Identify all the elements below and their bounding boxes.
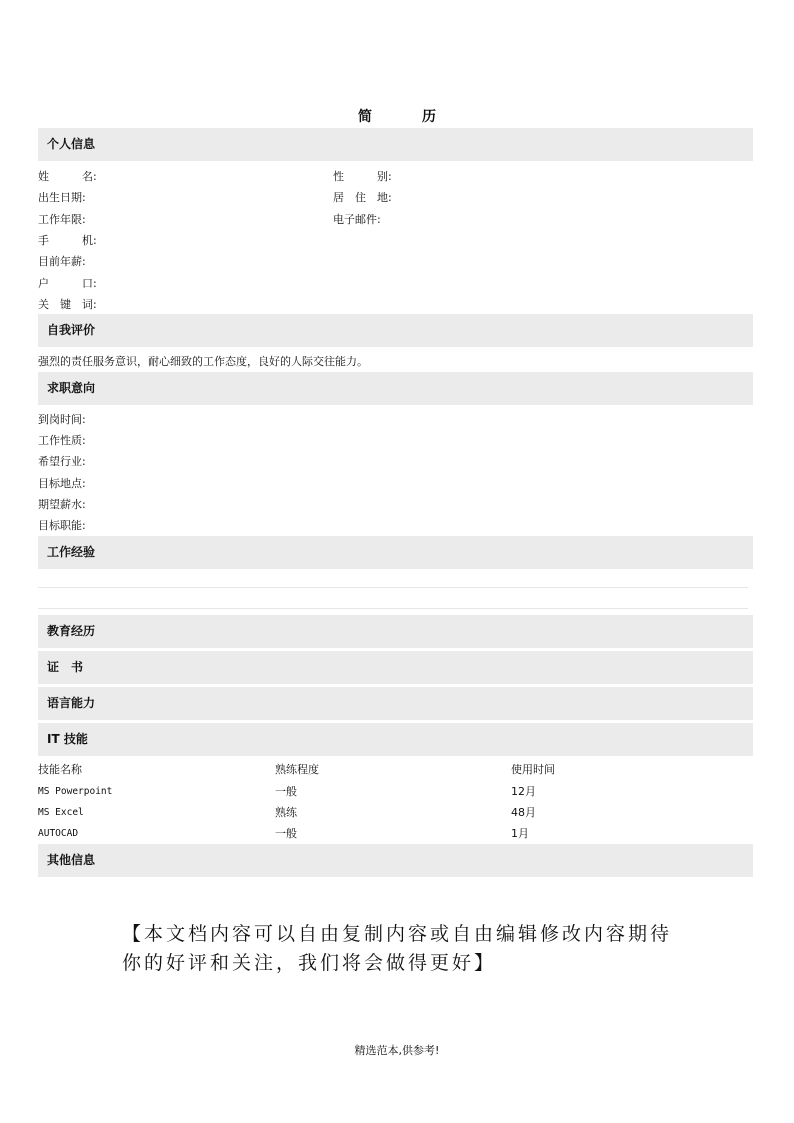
- table-header-level: 熟练程度: [275, 763, 319, 776]
- intent-arrival-label: 到岗时间:: [38, 413, 86, 426]
- section-header-other: 其他信息: [38, 844, 753, 877]
- divider: [38, 587, 748, 588]
- field-phone-label: 手 机:: [38, 234, 97, 247]
- intent-function-label: 目标职能:: [38, 519, 86, 532]
- field-birth-label: 出生日期:: [38, 191, 86, 204]
- table-cell-skill: MS Powerpoint: [38, 786, 113, 797]
- page-footer: 精选范本,供参考!: [354, 1044, 440, 1057]
- field-years-label: 工作年限:: [38, 213, 86, 226]
- field-residence-label: 居 住 地:: [333, 191, 392, 204]
- intent-industry-label: 希望行业:: [38, 455, 86, 468]
- section-header-self-eval: 自我评价: [38, 314, 753, 347]
- table-cell-duration: 12月: [511, 785, 536, 798]
- table-cell-level: 一般: [275, 827, 297, 840]
- intent-location-label: 目标地点:: [38, 477, 86, 490]
- table-cell-skill: MS Excel: [38, 807, 84, 818]
- table-header-skill: 技能名称: [38, 763, 82, 776]
- notice-line-1: 【本文档内容可以自由复制内容或自由编辑修改内容期待: [122, 923, 673, 945]
- table-header-duration: 使用时间: [511, 763, 555, 776]
- section-header-personal: 个人信息: [38, 128, 753, 161]
- self-eval-text: 强烈的责任服务意识，耐心细致的工作态度，良好的人际交往能力。: [38, 355, 368, 368]
- section-header-it: IT 技能: [38, 723, 753, 756]
- section-header-cert: 证 书: [38, 651, 753, 684]
- section-header-language: 语言能力: [38, 687, 753, 720]
- divider: [38, 608, 748, 609]
- intent-nature-label: 工作性质:: [38, 434, 86, 447]
- table-cell-skill: AUTOCAD: [38, 828, 79, 839]
- field-hukou-label: 户 口:: [38, 277, 97, 290]
- field-gender-label: 性 别:: [333, 170, 392, 183]
- field-salary-label: 目前年薪:: [38, 255, 86, 268]
- table-cell-level: 一般: [275, 785, 297, 798]
- notice-line-2: 你的好评和关注，我们将会做得更好】: [122, 952, 497, 974]
- table-cell-duration: 1月: [511, 827, 529, 840]
- intent-pay-label: 期望薪水:: [38, 498, 86, 511]
- field-email-label: 电子邮件:: [333, 213, 381, 226]
- section-header-intent: 求职意向: [38, 372, 753, 405]
- field-keywords-label: 关 键 词:: [38, 298, 97, 311]
- table-cell-duration: 48月: [511, 806, 536, 819]
- section-header-education: 教育经历: [38, 615, 753, 648]
- section-header-work: 工作经验: [38, 536, 753, 569]
- page-title: 简 历: [358, 109, 454, 125]
- field-name-label: 姓 名:: [38, 170, 97, 183]
- table-cell-level: 熟练: [275, 806, 297, 819]
